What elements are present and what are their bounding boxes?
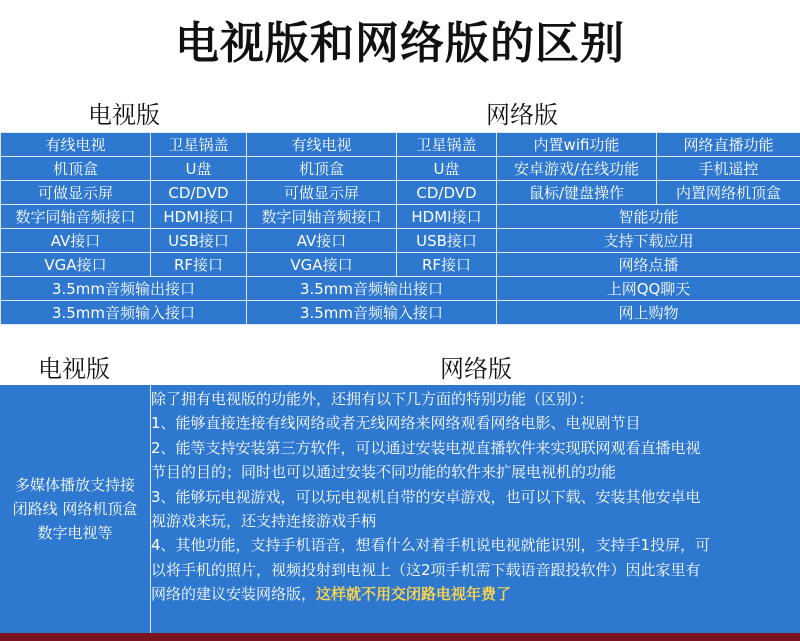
- table-row: [1, 253, 800, 277]
- table-cell: U盘: [151, 157, 247, 181]
- table-cell: VGA接口: [1, 253, 151, 277]
- table-cell: 机顶盒: [247, 157, 397, 181]
- table-cell: 网络点播: [497, 253, 800, 277]
- table-cell: 卫星锅盖: [397, 133, 497, 157]
- table-cell: HDMI接口: [397, 205, 497, 229]
- table-cell: VGA接口: [247, 253, 397, 277]
- table-cell: 卫星锅盖: [151, 133, 247, 157]
- table-cell: 3.5mm音频输出接口: [1, 277, 247, 301]
- table-cell: 数字同轴音频接口: [1, 205, 151, 229]
- table-cell: 内置网络机顶盒: [657, 181, 800, 205]
- table-row: [1, 229, 800, 253]
- table-cell: CD/DVD: [151, 181, 247, 205]
- description-line: 视游戏来玩，还支持连接游戏手柄: [151, 512, 377, 531]
- bottom-bar: [0, 633, 800, 641]
- table-cell: AV接口: [1, 229, 151, 253]
- network-version-description: [151, 387, 796, 631]
- table-cell: 数字同轴音频接口: [247, 205, 397, 229]
- network-version-label-bottom: 网络版: [440, 355, 512, 383]
- table-cell: 鼠标/键盘操作: [497, 181, 657, 205]
- description-line: 除了拥有电视版的功能外，还拥有以下几方面的特别功能（区别）：: [151, 390, 594, 408]
- table-row: [1, 277, 800, 301]
- table-cell: 手机遥控: [657, 157, 800, 181]
- table-cell: RF接口: [151, 253, 247, 277]
- description-line: 以将手机的照片，视频投射到电视上（这2项手机需下载语音跟投软件）因此家里有: [151, 560, 701, 579]
- table-cell: 上网QQ聊天: [497, 277, 800, 301]
- table-cell: 3.5mm音频输出接口: [247, 277, 497, 301]
- table-row: [1, 157, 800, 181]
- page-title: 电视版和网络版的区别: [175, 18, 625, 69]
- table-cell: 3.5mm音频输入接口: [247, 301, 497, 325]
- table-row: [1, 301, 800, 325]
- table-row: [1, 181, 800, 205]
- table-row: [1, 205, 800, 229]
- table-cell: AV接口: [247, 229, 397, 253]
- table-cell: RF接口: [397, 253, 497, 277]
- table-cell: 内置wifi功能: [497, 133, 657, 157]
- table-cell: U盘: [397, 157, 497, 181]
- table-cell: 有线电视: [247, 133, 397, 157]
- description-text: 网络的建议安装网络版，: [151, 585, 317, 604]
- table-cell: USB接口: [151, 229, 247, 253]
- tv-version-text: 多媒体播放支持接 闭路线 网络机顶盒 数字电视等: [12, 476, 138, 542]
- table-cell: 网上购物: [497, 301, 800, 325]
- table-cell: 有线电视: [1, 133, 151, 157]
- table-cell: 支持下载应用: [497, 229, 800, 253]
- table-cell: 智能功能: [497, 205, 800, 229]
- table-row: [1, 133, 800, 157]
- section-divider: [0, 350, 800, 388]
- description-line: 1、能够直接连接有线网络或者无线网络来网络观看网络电影、电视剧节目: [151, 414, 641, 433]
- table-cell: 可做显示屏: [247, 181, 397, 205]
- description-line: 3、能够玩电视游戏，可以玩电视机自带的安卓游戏，也可以下载、安装其他安卓电: [151, 487, 701, 506]
- table-cell: 3.5mm音频输入接口: [1, 301, 247, 325]
- table-cell: 安卓游戏/在线功能: [497, 157, 657, 181]
- table-cell: 可做显示屏: [1, 181, 151, 205]
- description-line: 4、其他功能，支持手机语音，想看什么对着手机说电视就能识别，支持手1投屏，可: [151, 536, 711, 555]
- tv-version-label-bottom: 电视版: [38, 355, 110, 383]
- network-version-label: 网络版: [486, 101, 558, 129]
- highlight-text: 这样就不用交闭路电视年费了: [316, 585, 512, 604]
- tv-version-description: [0, 385, 151, 633]
- description-line: 2、能等支持安装第三方软件，可以通过安装电视直播软件来实现联网观看直播电视: [151, 438, 701, 457]
- description-line: 节目的目的；同时也可以通过安装不同功能的软件来扩展电视机的功能: [151, 463, 617, 482]
- table-cell: 机顶盒: [1, 157, 151, 181]
- table-cell: CD/DVD: [397, 181, 497, 205]
- description-line-last: [151, 582, 796, 606]
- table-cell: USB接口: [397, 229, 497, 253]
- comparison-table: [0, 132, 800, 325]
- table-cell: HDMI接口: [151, 205, 247, 229]
- table-cell: 网络直播功能: [657, 133, 800, 157]
- tv-version-label: 电视版: [88, 101, 160, 129]
